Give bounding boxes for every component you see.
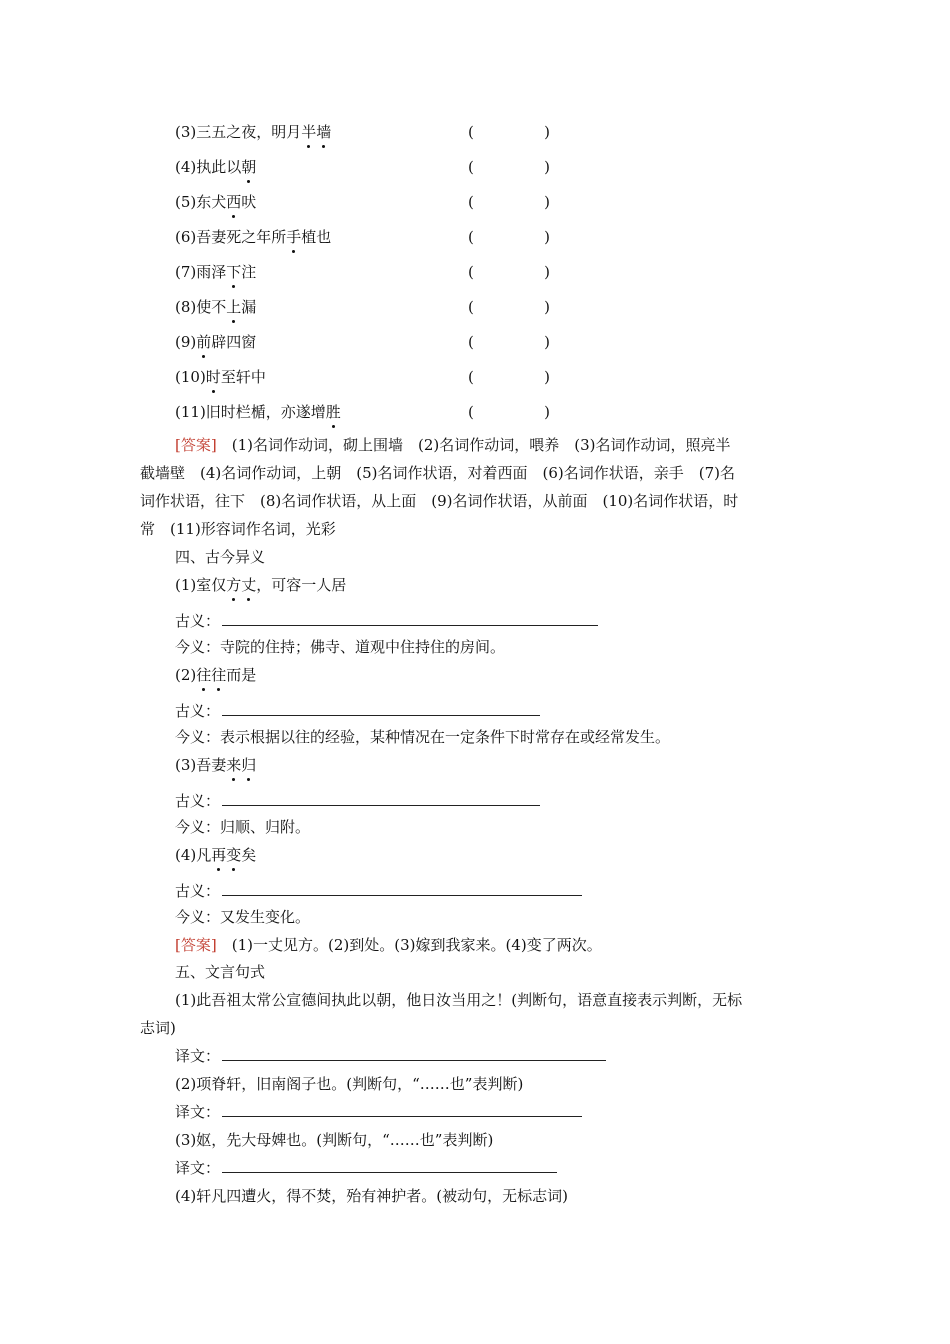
question-item: (2)项脊轩，旧南阁子也。(判断句，“……也”表判断) [175, 1075, 524, 1093]
question-item: (9)前辟四窗 [175, 333, 257, 351]
gu-yi-line: 古义： [175, 701, 540, 721]
dotted-word [196, 666, 226, 684]
dotted-word [211, 846, 241, 864]
translation-line: 译文： [175, 1046, 606, 1066]
question-item: (4)凡再变矣 [175, 846, 257, 864]
gu-yi-line: 古义： [175, 611, 598, 631]
question-item: (5)东犬西吠 [175, 193, 257, 211]
translation-line: 译文： [175, 1102, 582, 1122]
jin-yi-line: 今义：表示根据以往的经验，某种情况在一定条件下时常存在或经常发生。 [175, 728, 671, 746]
dotted-word: 朝 [241, 158, 257, 176]
question-item: (3)吾妻来归 [175, 756, 257, 774]
jin-yi-line: 今义：归顺、归附。 [175, 818, 311, 836]
jin-yi-line: 今义：寺院的住持；佛寺、道观中住持住的房间。 [175, 638, 506, 656]
fill-blank-line [222, 701, 540, 716]
gu-yi-line: 古义： [175, 881, 582, 901]
question-item: (1)此吾祖太常公宣德间执此以朝，他日汝当用之！(判断句，语意直接表示判断，无标 志词) [140, 991, 743, 1037]
section-title: 四、古今异义 [175, 548, 266, 566]
dotted-word: 手 [286, 228, 302, 246]
dotted-char: 丈 [241, 576, 257, 594]
dotted-word: 胜 [325, 403, 341, 421]
answer-tag: [答案] [175, 936, 217, 954]
dotted-char: 归 [241, 756, 257, 774]
question-item: (10)时至轩中 [175, 368, 266, 386]
dotted-word: 西 [226, 193, 242, 211]
question-item: (3)三五之夜，明月半墙 [175, 123, 332, 141]
gu-yi-line: 古义： [175, 791, 540, 811]
dotted-word [226, 576, 256, 594]
fill-blank-line [222, 1046, 606, 1061]
fill-blank-line [222, 611, 598, 626]
dotted-char: 再 [211, 846, 227, 864]
section-title: 五、文言句式 [175, 963, 266, 981]
dotted-word: 上 [226, 298, 242, 316]
document-page: (3)三五之夜，明月半墙 ( ) (4)执此以朝 ( ) (5)东犬西吠 ( ) (6)吾妻死之年所手植也 ( ) (7)雨泽下注 ( ) (8)使不上漏 ( ) (9)前辟四窗 ( ) (10)时至轩中 ( ) (11)旧时栏楯，亦遂增胜 ( ) [答案] (1)名词作动词，砌上围墙 (2)名词作动词，喂养 (3)名词作动词，照亮半 截墙壁 (4)名词作动词，上朝 (5)名词作状语，对着西面 (6)名词作状语，亲手 (7)名 词作状语，往下 (8)名词作状语，从上面 (9)名词作状语，从前面 (10)名词作状语，时 常 (11)形容词作名词，光彩 四、古今异义 (1)室仅方丈，可容一人居 古义： 今义：寺院的住持；佛寺、道观中住持住的房间。 (2)往往而是 古义： 今义：表示根据以往的经验，某种情况在一定条件下时常存在或经常发生。 (3)吾妻来归 古义： 今义：归顺、归附。 (4)凡再变矣 古义： 今义：又发生变化。 [答案] (1)一丈见方。(2)到处。(3)嫁到我家来。(4)变了两次。 五、文言句式 (1)此吾祖太常公宣德间执此以朝，他日汝当用之！(判断句，语意直接表示判断，无标 志词) 译文： (2)项脊轩，旧南阁子也。(判断句，“……也”表判断) 译文： (3)妪，先大母婢也。(判断句，“……也”表判断) 译文： (4)轩凡四遭火，得不焚，殆有神护者。(被动句，无标志词) [0, 0, 950, 1344]
question-item: (2)往往而是 [175, 666, 257, 684]
question-item: (8)使不上漏 [175, 298, 257, 316]
dotted-word: 前 [196, 333, 212, 351]
answer-paragraph: [答案] (1)名词作动词，砌上围墙 (2)名词作动词，喂养 (3)名词作动词，照亮半 截墙壁 (4)名词作动词，上朝 (5)名词作状语，对着西面 (6)名词作状语，亲手 (7)名 词作状语，往下 (8)名词作状语，从上面 (9)名词作状语，从前面 (10)名词作状语，时 常 (11)形容词作名词，光彩 [140, 436, 739, 538]
question-item: (7)雨泽下注 [175, 263, 257, 281]
fill-blank-line [222, 1102, 582, 1117]
jin-yi-line: 今义：又发生变化。 [175, 908, 311, 926]
dotted-char: 变 [226, 846, 242, 864]
dotted-word: 时 [205, 368, 221, 386]
dotted-char: 往 [211, 666, 227, 684]
question-item: (3)妪，先大母婢也。(判断句，“……也”表判断) [175, 1131, 494, 1149]
question-item: (6)吾妻死之年所手植也 [175, 228, 332, 246]
dotted-char: 方 [226, 576, 242, 594]
answer-tag: [答案] [175, 436, 217, 454]
dotted-char: 往 [196, 666, 212, 684]
dotted-word: 下 [226, 263, 242, 281]
answer-line: [答案] (1)一丈见方。(2)到处。(3)嫁到我家来。(4)变了两次。 [175, 936, 602, 954]
question-item: (4)轩凡四遭火，得不焚，殆有神护者。(被动句，无标志词) [175, 1187, 568, 1205]
dotted-char: 来 [226, 756, 242, 774]
fill-blank-line [222, 791, 540, 806]
question-item: (1)室仅方丈，可容一人居 [175, 576, 347, 594]
fill-blank-line [222, 881, 582, 896]
dotted-word [301, 123, 331, 141]
dotted-word [226, 756, 256, 774]
dotted-char: 墙 [316, 123, 332, 141]
question-item: (4)执此以朝 [175, 158, 257, 176]
question-item: (11)旧时栏楯，亦遂增胜 [175, 403, 341, 421]
fill-blank-line [222, 1158, 557, 1173]
dotted-char: 半 [301, 123, 317, 141]
translation-line: 译文： [175, 1158, 557, 1178]
